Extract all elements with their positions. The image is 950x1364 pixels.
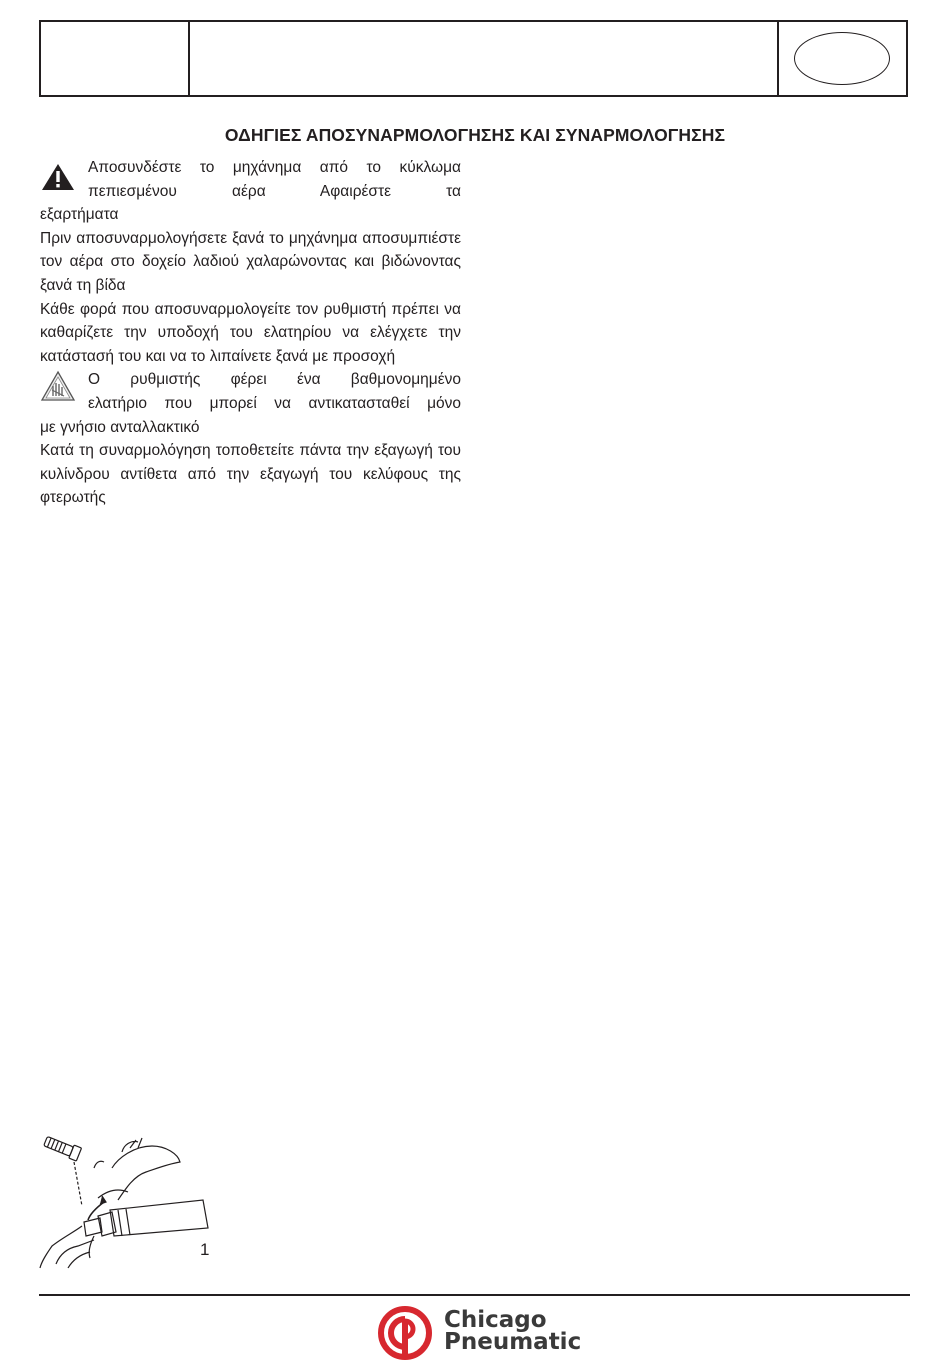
spring-warning-icon [40, 370, 76, 404]
logo-text [444, 1309, 581, 1353]
header-middle-cell [190, 22, 779, 95]
warning2-line2: ελατήριο που μπορεί να αντικατασταθεί μόνο [88, 394, 461, 412]
logo-line2: Pneumatic [444, 1329, 582, 1355]
warning2-line3: με γνήσιο ανταλλακτικό [40, 418, 200, 436]
warning1-line1: Αποσυνδέστε το μηχάνημα από το κύκλωμα [88, 159, 461, 176]
header-box [39, 20, 908, 97]
cp-logo-icon [378, 1305, 434, 1361]
warning-disconnect [40, 156, 461, 227]
logo-line1: Chicago [444, 1307, 547, 1333]
instructions-column [40, 156, 461, 510]
paragraph-depressurize: Πριν αποσυναρμολογήσετε ξανά το μηχάνημα αποσυμπιέστε τον αέρα στο δοχείο λαδιού χαλαρώνοντας και βιδώνοντας ξανά τη βίδα [40, 229, 461, 294]
header-right-cell [779, 22, 906, 95]
header-oval [794, 32, 890, 85]
warning2-line1: Ο ρυθμιστής φέρει ένα βαθμονομημένο [88, 371, 461, 389]
chicago-pneumatic-logo [378, 1305, 582, 1361]
warning1-line3: εξαρτήματα [40, 206, 119, 224]
footer-divider [39, 1294, 910, 1296]
disassembly-illustration [38, 1128, 218, 1278]
warning-spring [40, 368, 461, 439]
page-title: ΟΔΗΓΙΕΣ ΑΠΟΣΥΝΑΡΜΟΛΟΓΗΣΗΣ ΚΑΙ ΣΥΝΑΡΜΟΛΟΓΗΣΗΣ [224, 125, 726, 145]
warning1-line2: πεπιεσμένου αέρα Αφαιρέστε τα [88, 182, 461, 200]
header-left-cell [41, 22, 190, 95]
figure-number: 1 [200, 1240, 210, 1259]
paragraph-assembly: Κατά τη συναρμολόγηση τοποθετείτε πάντα την εξαγωγή του κυλίνδρου αντίθετα από την εξαγωγή του κελύφους της φτερωτής [40, 442, 461, 507]
paragraph-regulator: Κάθε φορά που αποσυναρμολογείτε τον ρυθμιστή πρέπει να καθαρίζετε την υποδοχή του ελατηρίου να ελέγχετε την κατάστασή του και να το λιπαίνετε ξανά με προσοχή [40, 300, 461, 365]
warning-triangle-icon [40, 162, 76, 192]
